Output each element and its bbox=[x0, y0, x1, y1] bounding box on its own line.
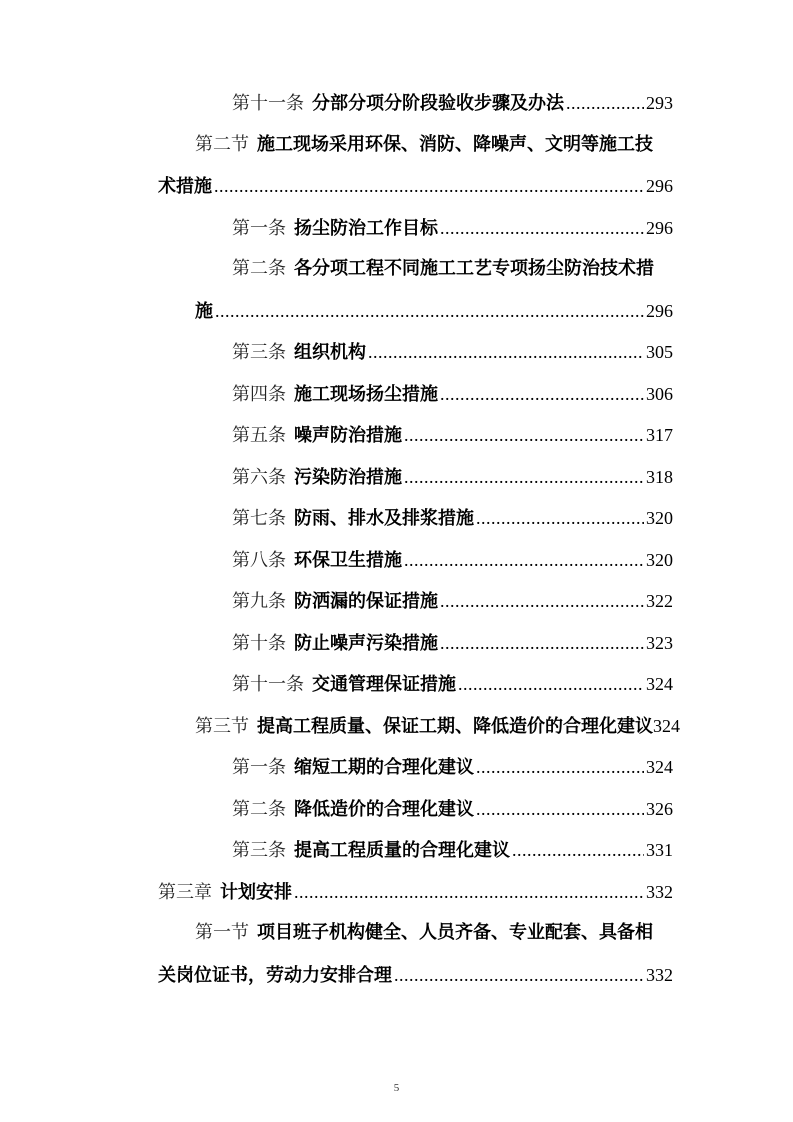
toc-entry-label: 第三条 bbox=[232, 342, 286, 363]
toc-entry[interactable] bbox=[195, 918, 675, 948]
toc-entry[interactable] bbox=[232, 503, 673, 533]
toc-dot-leader bbox=[215, 296, 644, 326]
toc-entry-label: 第三节 bbox=[195, 715, 249, 737]
toc-entry-label: 第三章 bbox=[158, 881, 212, 903]
toc-entry-page: 324 bbox=[653, 715, 680, 736]
toc-entry-title: 各分项工程不同施工工艺专项扬尘防治技术措 bbox=[294, 258, 654, 279]
toc-entry[interactable] bbox=[232, 337, 673, 367]
toc-dot-leader bbox=[214, 171, 644, 201]
toc-entry-label: 第五条 bbox=[232, 425, 286, 446]
toc-entry[interactable] bbox=[232, 88, 673, 118]
toc-entry[interactable] bbox=[232, 628, 673, 658]
toc-entry-title: 组织机构 bbox=[294, 342, 366, 363]
toc-entry-page: 317 bbox=[646, 425, 673, 445]
toc-entry-page: 296 bbox=[646, 300, 673, 321]
toc-entry-title: 交通管理保证措施 bbox=[312, 674, 456, 695]
toc-dot-leader bbox=[476, 503, 644, 533]
toc-entry[interactable] bbox=[232, 545, 673, 575]
toc-entry-label: 第十一条 bbox=[232, 93, 304, 114]
toc-entry[interactable] bbox=[232, 835, 673, 865]
toc-entry-title-continuation: 施 bbox=[195, 300, 213, 322]
toc-entry-page: 324 bbox=[646, 674, 673, 694]
toc-entry-page: 323 bbox=[646, 632, 673, 653]
toc-entry-page: 296 bbox=[646, 217, 673, 238]
toc-entry-page: 293 bbox=[646, 93, 673, 113]
toc-entry-label: 第二条 bbox=[232, 258, 286, 279]
toc-entry[interactable] bbox=[232, 254, 677, 284]
toc-entry[interactable] bbox=[232, 752, 673, 782]
toc-entry-label: 第三条 bbox=[232, 840, 286, 861]
toc-entry-page: 306 bbox=[646, 383, 673, 404]
toc-entry-title: 噪声防治措施 bbox=[294, 425, 402, 446]
toc-dot-leader bbox=[404, 462, 644, 492]
toc-entry-continuation[interactable] bbox=[195, 296, 673, 326]
toc-entry-title: 防雨、排水及排浆措施 bbox=[294, 508, 474, 529]
toc-entry-title: 环保卫生措施 bbox=[294, 549, 402, 571]
toc-dot-leader bbox=[440, 379, 644, 409]
toc-entry[interactable] bbox=[232, 420, 673, 450]
toc-entry-label: 第二节 bbox=[195, 133, 249, 155]
toc-dot-leader bbox=[440, 586, 644, 616]
toc-entry-page: 332 bbox=[646, 964, 673, 985]
toc-entry-label: 第二条 bbox=[232, 798, 286, 820]
toc-dot-leader bbox=[566, 88, 644, 118]
toc-entry-continuation[interactable] bbox=[158, 171, 673, 201]
toc-entry-page: 331 bbox=[646, 840, 673, 860]
toc-entry-title: 施工现场扬尘措施 bbox=[294, 383, 438, 405]
toc-entry-label: 第十一条 bbox=[232, 674, 304, 695]
toc-entry-title: 施工现场采用环保、消防、降噪声、文明等施工技 bbox=[257, 133, 653, 155]
toc-entry-title: 降低造价的合理化建议 bbox=[294, 798, 474, 820]
toc-entry-page: 305 bbox=[646, 342, 673, 362]
toc-entry-title: 提高工程质量、保证工期、降低造价的合理化建议 bbox=[257, 715, 653, 737]
toc-dot-leader bbox=[512, 835, 644, 865]
toc-dot-leader bbox=[458, 669, 644, 699]
page-number: 5 bbox=[393, 1082, 400, 1094]
toc-entry-continuation[interactable] bbox=[158, 960, 673, 990]
toc-entry-label: 第九条 bbox=[232, 591, 286, 612]
toc-entry[interactable] bbox=[232, 669, 673, 699]
toc-entry-label: 第一节 bbox=[195, 922, 249, 943]
toc-entry-page: 324 bbox=[646, 757, 673, 777]
toc-entry[interactable] bbox=[232, 462, 673, 492]
toc-dot-leader bbox=[476, 794, 644, 824]
toc-entry-label: 第一条 bbox=[232, 757, 286, 778]
toc-dot-leader bbox=[476, 752, 644, 782]
toc-entry[interactable] bbox=[232, 213, 673, 243]
toc-entry-title: 项目班子机构健全、人员齐备、专业配套、具备相 bbox=[257, 922, 653, 943]
toc-dot-leader bbox=[404, 545, 644, 575]
toc-entry-page: 296 bbox=[646, 176, 673, 196]
toc-entry-page: 320 bbox=[646, 549, 673, 570]
toc-entry[interactable] bbox=[232, 379, 673, 409]
toc-entry-title: 扬尘防治工作目标 bbox=[294, 217, 438, 239]
toc-dot-leader bbox=[440, 628, 644, 658]
toc-dot-leader bbox=[404, 420, 644, 450]
toc-entry-page: 326 bbox=[646, 798, 673, 819]
toc-entry-title: 分部分项分阶段验收步骤及办法 bbox=[312, 93, 564, 114]
toc-entry-page: 322 bbox=[646, 591, 673, 611]
toc-entry-label: 第七条 bbox=[232, 508, 286, 529]
toc-entry[interactable] bbox=[195, 130, 675, 160]
toc-dot-leader bbox=[440, 213, 644, 243]
toc-entry-title: 污染防治措施 bbox=[294, 466, 402, 488]
toc-entry-label: 第四条 bbox=[232, 383, 286, 405]
toc-entry-title: 提高工程质量的合理化建议 bbox=[294, 840, 510, 861]
toc-entry[interactable] bbox=[195, 711, 680, 741]
toc-entry-label: 第十条 bbox=[232, 632, 286, 654]
toc-entry-title-continuation: 术措施 bbox=[158, 176, 212, 197]
toc-dot-leader bbox=[394, 960, 644, 990]
toc-entry-page: 318 bbox=[646, 466, 673, 487]
toc-entry-title: 防止噪声污染措施 bbox=[294, 632, 438, 654]
toc-entry-page: 320 bbox=[646, 508, 673, 528]
toc-dot-leader bbox=[368, 337, 644, 367]
toc-entry-page: 332 bbox=[646, 881, 673, 902]
toc-entry-title: 缩短工期的合理化建议 bbox=[294, 757, 474, 778]
toc-dot-leader bbox=[294, 877, 644, 907]
toc-entry[interactable] bbox=[158, 877, 673, 907]
toc-entry[interactable] bbox=[232, 586, 673, 616]
toc-entry-label: 第八条 bbox=[232, 549, 286, 571]
toc-entry-title: 防洒漏的保证措施 bbox=[294, 591, 438, 612]
toc-entry-title: 计划安排 bbox=[220, 881, 292, 903]
toc-entry-title-continuation: 关岗位证书，劳动力安排合理 bbox=[158, 964, 392, 986]
toc-entry-label: 第一条 bbox=[232, 217, 286, 239]
toc-entry-label: 第六条 bbox=[232, 466, 286, 488]
toc-entry[interactable] bbox=[232, 794, 673, 824]
